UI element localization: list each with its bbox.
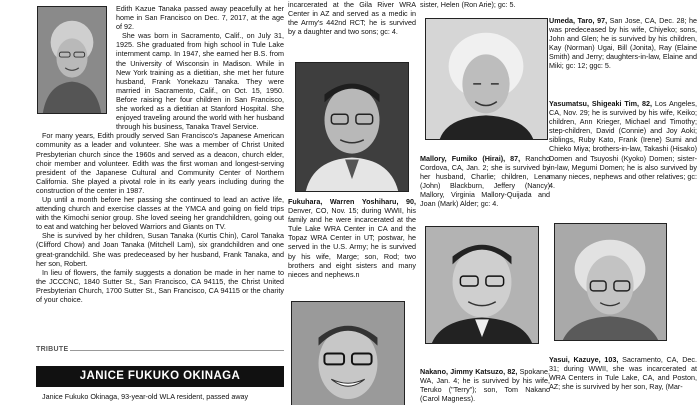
col2-bottom-portrait-photo <box>291 301 405 405</box>
mallory-text: Rancho Cordova, CA, Jan. 2; she is survived by her husband, Charlie; children, Lena (John) Blackburn, Jeffery (Nancy) Mallory, Virginia Mallory-Quijada and Joan (Mark) Alder; gc: 4. <box>420 154 550 209</box>
tanaka-intro-text: Edith Kazue Tanaka passed away peacefully at her home in San Francisco on Dec. 7, 2017, at the age of 92. <box>116 4 284 32</box>
yasui-text: Sacramento, CA, Dec. 31; during WWII, she was incarcerated at WRA Centers in Tule Lake, CA, and Poston, AZ; she is survived by her son, Ray, (Mar- <box>549 355 697 392</box>
nakano-name: Nakano, Jimmy Katsuzo, 82, <box>420 367 518 376</box>
column-3 <box>420 0 550 9</box>
tanaka-survivors-text: She is survived by her children, Susan Tanaka (Kurtis Chin), Carol Tanaka (Clifford Chow) and Joan Tanaka (Mitchell Lam), six grandchildren and one great-grandchild. She was predeceased by her husband, Frank Tanaka, and her son, Robert. <box>36 231 284 268</box>
yasui-name: Yasui, Kazuye, 103, <box>549 355 619 364</box>
col2-continued-text: incarcerated at the Gila River WRA Center in AZ and served as a medic in the Army's 442nd RCT; he is survived by a daughter and two sons; gc: 4. <box>288 0 416 37</box>
nakano-portrait-photo <box>425 226 539 344</box>
nakano-obituary <box>420 367 550 403</box>
fukuhara-obituary <box>288 197 416 279</box>
umeda-text: San Jose, CA, Dec. 28; he was predeceased by his wife, Chiyeko; sons, John and Glen; he is survived by his children, Kay (Norman) Ugai, Bill (Jonita), Ray (Elaine Smith) and Jerry; daughters-in-law, Elaine and Miki; gc: 12; ggc: 5. <box>549 16 697 71</box>
tanaka-donation-text: In lieu of flowers, the family suggests a donation be made in her name to the JCCCNC, 1840 Sutter St., San Francisco, CA 94115, the Christ United Presbyterian Church, 1700 Sutter St., San Francisco, CA 94115 or the charity of your choice. <box>36 267 284 304</box>
tanaka-bio-text: She was born in Sacramento, Calif., on July 31, 1925. She graduated from high school in Tule Lake internment camp. In 1947, she earned her B.S. from the University of Wisconsin in Madison. While in New York training as a dietitian, she met her future husband, Frank Yonekazu Tanaka. They were married in Sacramento, Calif., on Oct. 15, 1950. Before raising her four children in San Francisco, she worked as a dietitian at Stanford Hospital. She enjoyed traveling around the world with her husband through his business, Tanaka Travel Service. <box>116 31 284 132</box>
umeda-name: Umeda, Taro, 97, <box>549 16 608 25</box>
okinaga-intro-text: Janice Fukuko Okinaga, 93-year-old WLA resident, passed away <box>42 392 249 401</box>
col3-continued-text: sister, Helen (Ron Arie); gc: 5. <box>420 0 516 9</box>
okinaga-name-banner: JANICE FUKUKO OKINAGA <box>36 366 284 387</box>
umeda-obituary <box>549 16 697 71</box>
tanaka-community-text: For many years, Edith proudly served San Francisco's Japanese American community as a leader and volunteer. She was a member of Christ United Presbyterian church since the 1960s and served as a deacon, church elder, choir member and volunteer. Edith was the first woman and longest-serving president of the Japanese Cultural and Community Center of Northern California. She played a pivotal role in its early years including during the construction of the center in 1987. <box>36 131 284 195</box>
yasumatsu-name: Yasumatsu, Shigeaki Tim, 82, <box>549 99 652 108</box>
yasumatsu-text: Los Angeles, CA, Nov. 29; he is survived by his wife, Keiko; children, Ann Krieger, Michael and Timothy; step-children, David (Connie) and Joy Aoki; siblings, Ruby Kato, Frank (Irene) Sumi and Chieko Miya; brothers-in-law, Takashi (Hisako) Domen and Tsuyoshi (Kyoko) Domen; sister-in-law, Megumi Domen; he is also survived by many nieces, nephews and other relatives; gc: 4. <box>549 99 697 190</box>
nakano-text: Spokane, WA, Jan. 4; he is survived by his wife, Teruko ("Terry"); son, Tom Nakano (Carol Magness). <box>420 367 551 404</box>
yasumatsu-obituary <box>549 99 697 190</box>
yasui-obituary <box>549 355 697 391</box>
tanaka-later-text: Up until a month before her passing she continued to lead an active life, attending church and exercise classes at the YMCA and going on field trips with the Kimochi senior group. She loved seeing her grandchildren, going out to eat and watching her beloved Warriors and Giants on TV. <box>36 194 284 232</box>
tribute-label: TRIBUTE <box>36 346 69 353</box>
mallory-name: Mallory, Fumiko (Hirai), 87, <box>420 154 521 163</box>
mallory-obituary <box>420 154 550 209</box>
fukuhara-portrait-photo <box>295 62 409 192</box>
fukuhara-text: Denver, CO, Nov. 15; during WWII, his family and he were incarcerated at the Tule Lake WRA Center in CA and the Topaz WRA Center in UT; postwar, he served in the U.S. Army; he is survived by his wife, Marge; son, Rod; two brothers and eight sisters and many nieces and nephews.n <box>288 206 416 279</box>
yasui-portrait-photo <box>554 223 667 341</box>
column-2 <box>288 0 416 36</box>
mallory-portrait-photo <box>425 18 548 140</box>
fukuhara-name: Fukuhara, Warren Yoshiharu, 90, <box>288 197 416 206</box>
tribute-divider <box>70 350 284 351</box>
tanaka-obituary <box>36 0 284 304</box>
